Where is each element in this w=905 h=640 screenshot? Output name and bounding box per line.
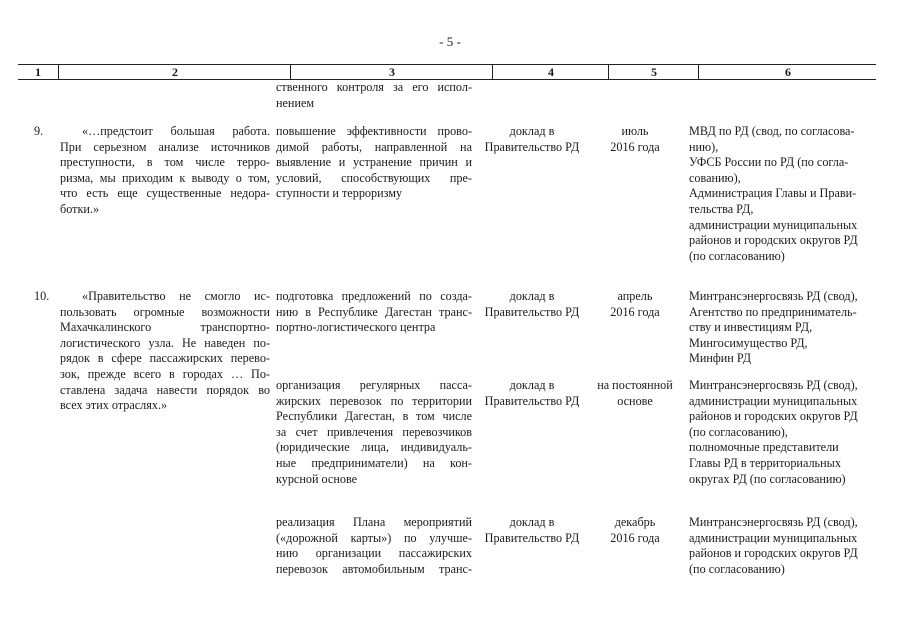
text-line: Агентство по предприниматель-	[689, 304, 857, 319]
row-number: 10.	[34, 289, 50, 303]
text-line: Правительство РД	[484, 139, 580, 154]
text-line: ботки.»	[60, 201, 100, 216]
text-line: нию организации пассажирских	[276, 546, 472, 561]
text-line: Мингосимущество РД,	[689, 335, 808, 350]
text-line: нением	[276, 95, 315, 110]
text-line: доклад в	[509, 515, 555, 529]
text-line: администрации муниципальных	[689, 530, 858, 545]
text-line: ственного контроля за его испол-	[276, 80, 472, 94]
text-line: Махачкалинского транспортно-	[60, 320, 270, 335]
text-line: администрации муниципальных	[689, 217, 858, 232]
row-responsible	[689, 515, 875, 577]
text-line: районов и городских округов РД	[689, 233, 858, 248]
text-line: основе	[617, 393, 653, 408]
header-col-4: 4	[492, 65, 609, 79]
text-line: доклад в	[509, 378, 555, 392]
text-line: ству и инвестициям РД,	[689, 320, 813, 335]
header-col-3: 3	[290, 65, 493, 79]
row-deadline	[590, 378, 680, 409]
header-col-1: 1	[35, 65, 41, 79]
text-line: округах РД (по согласованию)	[689, 471, 846, 486]
text-line: димой работы, направленной на	[276, 139, 472, 154]
table-header-row	[18, 64, 876, 80]
text-line: организация регулярных пасса-	[276, 378, 472, 392]
row-report-form	[476, 378, 588, 409]
row-quote	[60, 124, 270, 218]
text-line: жирских перевозок по территории	[276, 393, 472, 408]
text-line: перевозок автомобильным транс-	[276, 561, 472, 576]
text-line: условий, способствующих пре-	[276, 170, 472, 185]
row-measure	[276, 378, 472, 487]
text-line: нию в Республике Дагестан транс-	[276, 304, 472, 319]
row-deadline	[590, 515, 680, 546]
text-line: Минтрансэнергосвязь РД (свод),	[689, 515, 858, 529]
text-line: преступности, в том числе терро-	[60, 155, 270, 170]
header-col-2: 2	[58, 65, 291, 79]
row-quote	[60, 289, 270, 414]
text-line: Главы РД в территориальных	[689, 455, 841, 470]
row-deadline	[590, 289, 680, 320]
text-line: подготовка предложений по созда-	[276, 289, 472, 303]
text-line: УФСБ России по РД (по согла-	[689, 155, 849, 170]
text-line: июль	[621, 124, 649, 138]
row-responsible	[689, 378, 875, 487]
text-line: При серьезном анализе источников	[60, 139, 270, 154]
text-line: апрель	[617, 289, 653, 303]
text-line: выявление и устранение причин и	[276, 155, 472, 170]
row-report-form	[476, 515, 588, 546]
row-responsible	[689, 124, 875, 264]
text-line: Минфин РД	[689, 351, 752, 366]
text-line: «Правительство не смогло ис-	[82, 289, 270, 303]
text-line: ризма, мы приходим к выводу о том,	[60, 170, 270, 185]
text-line: всех этих отраслях.»	[60, 398, 168, 413]
header-col-5: 5	[608, 65, 699, 79]
row-measure	[276, 289, 472, 336]
row-measure	[276, 124, 472, 202]
text-line: 2016 года	[610, 304, 660, 319]
text-line: реализация Плана мероприятий	[276, 515, 472, 529]
text-line: 2016 года	[610, 139, 660, 154]
row-report-form	[476, 289, 588, 320]
text-line: Правительство РД	[484, 304, 580, 319]
text-line: логистического узла. Не наведен по-	[60, 335, 270, 350]
text-line: Минтрансэнергосвязь РД (свод),	[689, 378, 858, 392]
text-line: (по согласованию)	[689, 248, 785, 263]
text-line: Республики Дагестан, в том числе	[276, 409, 472, 424]
text-line: районов и городских округов РД	[689, 546, 858, 561]
text-line: МВД по РД (свод, по согласова-	[689, 124, 855, 138]
text-line: нию),	[689, 139, 719, 154]
text-line: («дорожной карты») по улучше-	[276, 530, 472, 545]
text-line: (по согласованию)	[689, 561, 785, 576]
text-line: декабрь	[614, 515, 656, 529]
row-number: 9.	[34, 124, 44, 138]
header-col-6: 6	[698, 65, 877, 79]
page-number: - 5 -	[439, 34, 461, 49]
text-line: рядок в сфере пассажирских перево-	[60, 351, 270, 366]
continuation-col3	[276, 80, 472, 111]
text-line: ные предприниматели) на кон-	[276, 455, 472, 470]
text-line: администрации муниципальных	[689, 393, 858, 408]
text-line: за счет привлечения перевозчиков	[276, 424, 472, 439]
row-deadline	[590, 124, 680, 155]
text-line: (по согласованию),	[689, 424, 788, 439]
text-line: что есть еще существенные недора-	[60, 186, 270, 201]
text-line: сованию),	[689, 170, 741, 185]
text-line: ступности и терроризму	[276, 186, 403, 201]
text-line: повышение эффективности прово-	[276, 124, 472, 138]
row-measure	[276, 515, 472, 577]
text-line: портно-логистического центра	[276, 320, 436, 335]
row-report-form	[476, 124, 588, 155]
text-line: районов и городских округов РД	[689, 409, 858, 424]
text-line: Правительство РД	[484, 530, 580, 545]
text-line: Минтрансэнергосвязь РД (свод),	[689, 289, 858, 303]
text-line: пользовать огромные возможности	[60, 304, 270, 319]
text-line: Правительство РД	[484, 393, 580, 408]
text-line: курсной основе	[276, 471, 358, 486]
text-line: доклад в	[509, 289, 555, 303]
text-line: зок, прежде всего в городах … По-	[60, 366, 270, 381]
text-line: полномочные представители	[689, 440, 839, 455]
text-line: Администрация Главы и Прави-	[689, 186, 857, 201]
text-line: на постоянной	[597, 378, 673, 392]
row-responsible	[689, 289, 875, 367]
text-line: «…предстоит большая работа.	[82, 124, 270, 138]
text-line: ставлена задача навести порядок во	[60, 382, 270, 397]
text-line: доклад в	[509, 124, 555, 138]
text-line: 2016 года	[610, 530, 660, 545]
text-line: (юридические лица, индивидуаль-	[276, 440, 472, 455]
text-line: тельства РД,	[689, 201, 754, 216]
